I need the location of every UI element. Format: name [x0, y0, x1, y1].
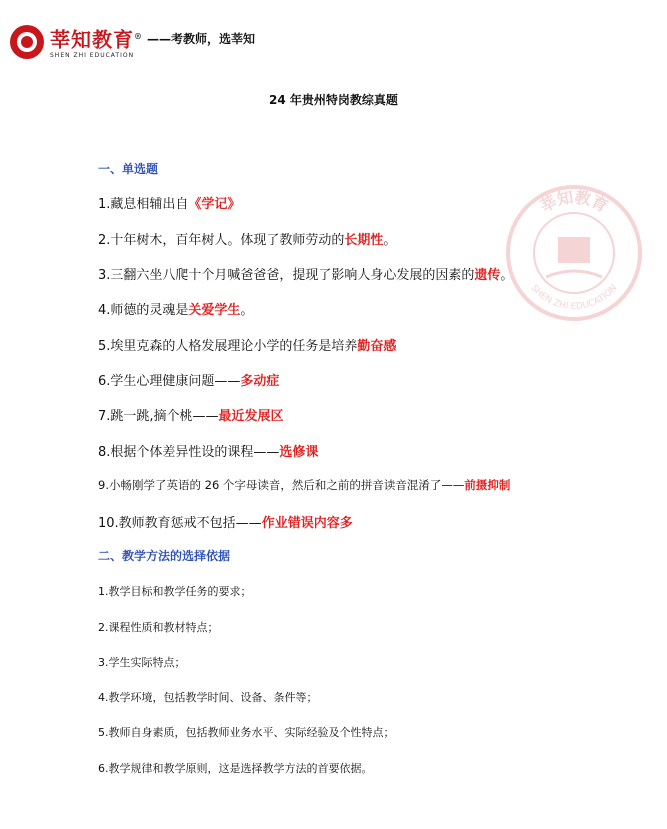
list-item: 4.教学环境，包括教学时间、设备、条件等； [98, 691, 318, 704]
answer: 长期性 [344, 233, 384, 248]
svg-text:SHEN ZHI EDUCATION [529, 283, 620, 312]
header-logo [10, 14, 255, 70]
question-item: 8.根据个体差异性设的课程——选修课 [98, 445, 319, 460]
answer: 多动症 [240, 374, 280, 389]
watermark-logo-icon [506, 185, 642, 321]
answer: 最近发展区 [218, 409, 284, 424]
list-item: 5.教师自身素质，包括教师业务水平、实际经验及个性特点； [98, 726, 395, 739]
answer: 遗传 [474, 268, 501, 283]
answer: 《学记》 [188, 197, 241, 212]
question-item: 1.藏息相辅出自《学记》 [98, 197, 241, 212]
list-item: 2.课程性质和教材特点； [98, 621, 219, 634]
answer: 选修课 [279, 445, 319, 460]
brand-name [50, 25, 143, 60]
answer: 作业错误内容多 [261, 516, 353, 531]
list-item: 3.学生实际特点； [98, 656, 186, 669]
question-item: 9.小畅刚学了英语的 26 个字母读音，然后和之前的拼音读音混淆了——前摄抑制 [98, 478, 511, 492]
question-item: 5.埃里克森的人格发展理论小学的任务是培养勤奋感 [98, 339, 397, 354]
section-heading-single-choice: 一、单选题 [98, 162, 159, 176]
list-item: 1.教学目标和教学任务的要求； [98, 585, 252, 598]
question-item: 10.教师教育惩戒不包括——作业错误内容多 [98, 516, 353, 531]
question-item: 2.十年树木，百年树人。体现了教师劳动的长期性。 [98, 233, 397, 248]
watermark-text-cn: 莘知教育 [536, 187, 612, 216]
question-item: 3.三翻六坐八爬十个月喊爸爸爸，提现了影响人身心发展的因素的遗传。 [98, 268, 514, 283]
brand-logo-icon [10, 25, 44, 59]
answer: 勤奋感 [357, 339, 397, 354]
section-heading-teaching-methods: 二、教学方法的选择依据 [98, 549, 231, 563]
brand-cn: 莘知教育 [50, 27, 134, 52]
page-title: 24 年贵州特岗教综真题 [269, 93, 398, 107]
watermark-text-en: SHEN ZHI EDUCATION [528, 283, 620, 313]
slogan: ——考教师，选莘知 [147, 31, 256, 46]
question-item: 6.学生心理健康问题——多动症 [98, 374, 280, 389]
question-item: 4.师德的灵魂是关爱学生。 [98, 303, 254, 318]
answer: 关爱学生 [188, 303, 241, 318]
answer: 前摄抑制 [464, 478, 511, 492]
question-item: 7.跳一跳,摘个桃——最近发展区 [98, 409, 284, 424]
list-item: 6.教学规律和教学原则，这是选择教学方法的首要依据。 [98, 762, 373, 775]
registered-mark: ® [134, 30, 143, 41]
brand-en: SHEN ZHI EDUCATION [50, 52, 135, 60]
